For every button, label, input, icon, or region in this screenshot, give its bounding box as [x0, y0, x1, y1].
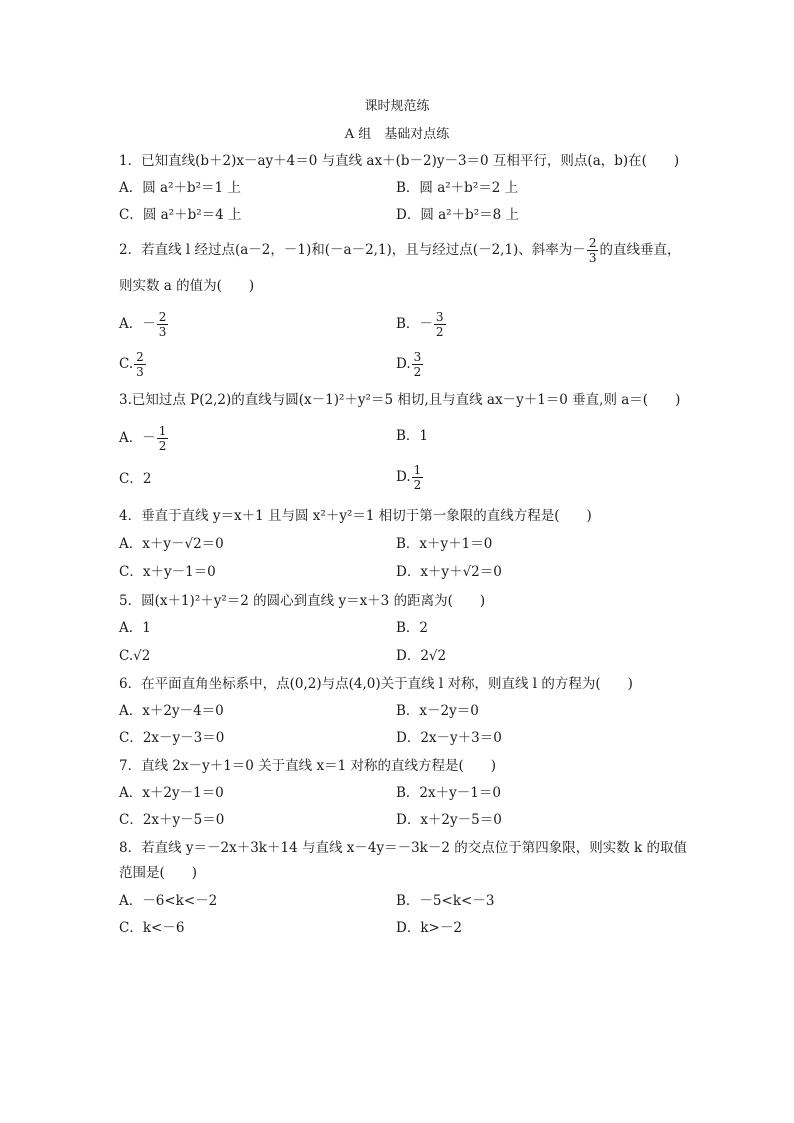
option-label: A．－ — [119, 430, 156, 446]
q6-stem: 6．在平面直角坐标系中，点(0,2)与点(4,0)关于直线 l 对称，则直线 l 的方程为( ) — [119, 676, 633, 692]
q4-option-b: B．x＋y＋1＝0 — [396, 536, 493, 552]
q3-stem: 3.已知过点 P(2,2)的直线与圆(x－1)²＋y²＝5 相切,且与直线 ax－y＋1＝0 垂直,则 a＝( ) — [119, 392, 681, 408]
option-fraction — [157, 424, 169, 453]
fraction-numerator: 1 — [158, 424, 167, 438]
option-label: B．－ — [396, 316, 433, 332]
q3-option-c: C．2 — [119, 471, 152, 487]
fraction-numerator: 1 — [413, 463, 422, 477]
q8-option-a: A．－6<k<－2 — [119, 893, 218, 909]
q7-option-a: A．x＋2y－1＝0 — [119, 785, 224, 801]
q8-option-c: C．k<－6 — [119, 920, 185, 936]
fraction-denominator: 2 — [435, 325, 444, 339]
option-label: D. — [396, 356, 411, 372]
q1-stem: 1．已知直线(b＋2)x－ay＋4＝0 与直线 ax＋(b－2)y－3＝0 互相平行，则点(a，b)在( ) — [119, 153, 680, 169]
q2-option-c — [119, 350, 147, 379]
q7-stem: 7．直线 2x－y＋1＝0 关于直线 x＝1 对称的直线方程是( ) — [119, 758, 496, 774]
q1-option-b: B．圆 a²＋b²＝2 上 — [396, 180, 519, 196]
fraction-numerator: 2 — [588, 236, 597, 250]
q5-option-d: D．2√2 — [396, 648, 447, 664]
q3-option-b: B．1 — [396, 428, 429, 444]
q1-option-c: C．圆 a²＋b²＝4 上 — [119, 207, 242, 223]
fraction-numerator: 2 — [136, 350, 144, 364]
q4-option-d: D．x＋y＋√2＝0 — [396, 564, 502, 580]
section-subtitle: A 组 基础对点练 — [344, 127, 450, 142]
fraction-denominator: 3 — [588, 251, 597, 265]
q7-option-d: D．x＋2y－5＝0 — [396, 812, 502, 828]
q2-stem-part1: 2．若直线 l 经过点(a－2，－1)和(－a－2,1)，且与经过点(－2,1)、斜率为－ — [119, 242, 586, 258]
q2-stem-part2: 的直线垂直， — [599, 242, 681, 258]
option-label: C. — [119, 356, 134, 372]
option-fraction — [434, 310, 446, 339]
q5-option-a: A．1 — [119, 620, 151, 636]
q2-stem — [119, 236, 680, 265]
q8-option-d: D．k>－2 — [396, 920, 462, 936]
q8-stem: 8．若直线 y＝－2x＋3k＋14 与直线 x－4y＝－3k－2 的交点位于第四象限，则实数 k 的取值 — [119, 840, 687, 856]
q3-option-d — [396, 463, 424, 492]
q6-option-c: C．2x－y－3＝0 — [119, 730, 225, 746]
q8-option-b: B．－5<k<－3 — [396, 893, 495, 909]
q4-option-c: C．x＋y－1＝0 — [119, 564, 216, 580]
q4-stem: 4．垂直于直线 y＝x＋1 且与圆 x²＋y²＝1 相切于第一象限的直线方程是( ) — [119, 508, 592, 524]
q6-option-b: B．x－2y＝0 — [396, 703, 479, 719]
fraction-denominator: 3 — [158, 325, 167, 339]
fraction-denominator: 2 — [413, 365, 422, 379]
fraction-denominator: 2 — [413, 478, 422, 492]
q5-stem: 5．圆(x＋1)²＋y²＝2 的圆心到直线 y＝x＋3 的距离为( ) — [119, 593, 486, 609]
fraction-numerator: 3 — [435, 310, 444, 324]
fraction-denominator: 3 — [136, 365, 144, 379]
option-label: D. — [396, 469, 411, 485]
option-fraction — [157, 310, 169, 339]
q2-stem-line2: 则实数 a 的值为( ) — [119, 278, 255, 294]
page-title: 课时规范练 — [364, 99, 430, 114]
option-fraction — [134, 350, 146, 379]
fraction-denominator: 2 — [158, 439, 167, 453]
q1-option-d: D．圆 a²＋b²＝8 上 — [396, 207, 520, 223]
q4-option-a: A．x＋y－√2＝0 — [119, 536, 224, 552]
fraction-numerator: 2 — [158, 310, 167, 324]
q5-option-c: C.√2 — [119, 648, 151, 664]
option-label: A．－ — [119, 316, 156, 332]
option-fraction — [412, 350, 424, 379]
q2-stem-fraction — [587, 236, 599, 265]
q7-option-c: C．2x＋y－5＝0 — [119, 812, 225, 828]
fraction-numerator: 3 — [413, 350, 422, 364]
q2-option-d — [396, 350, 424, 379]
q1-option-a: A．圆 a²＋b²＝1 上 — [119, 180, 241, 196]
q5-option-b: B．2 — [396, 620, 429, 636]
q2-option-b — [396, 310, 447, 339]
option-fraction — [412, 463, 424, 492]
q8-stem-line2: 范围是( ) — [119, 865, 198, 881]
q6-option-d: D．2x－y＋3＝0 — [396, 730, 502, 746]
q7-option-b: B．2x＋y－1＝0 — [396, 785, 501, 801]
q2-option-a — [119, 310, 169, 339]
q3-option-a — [119, 424, 169, 453]
q6-option-a: A．x＋2y－4＝0 — [119, 703, 224, 719]
